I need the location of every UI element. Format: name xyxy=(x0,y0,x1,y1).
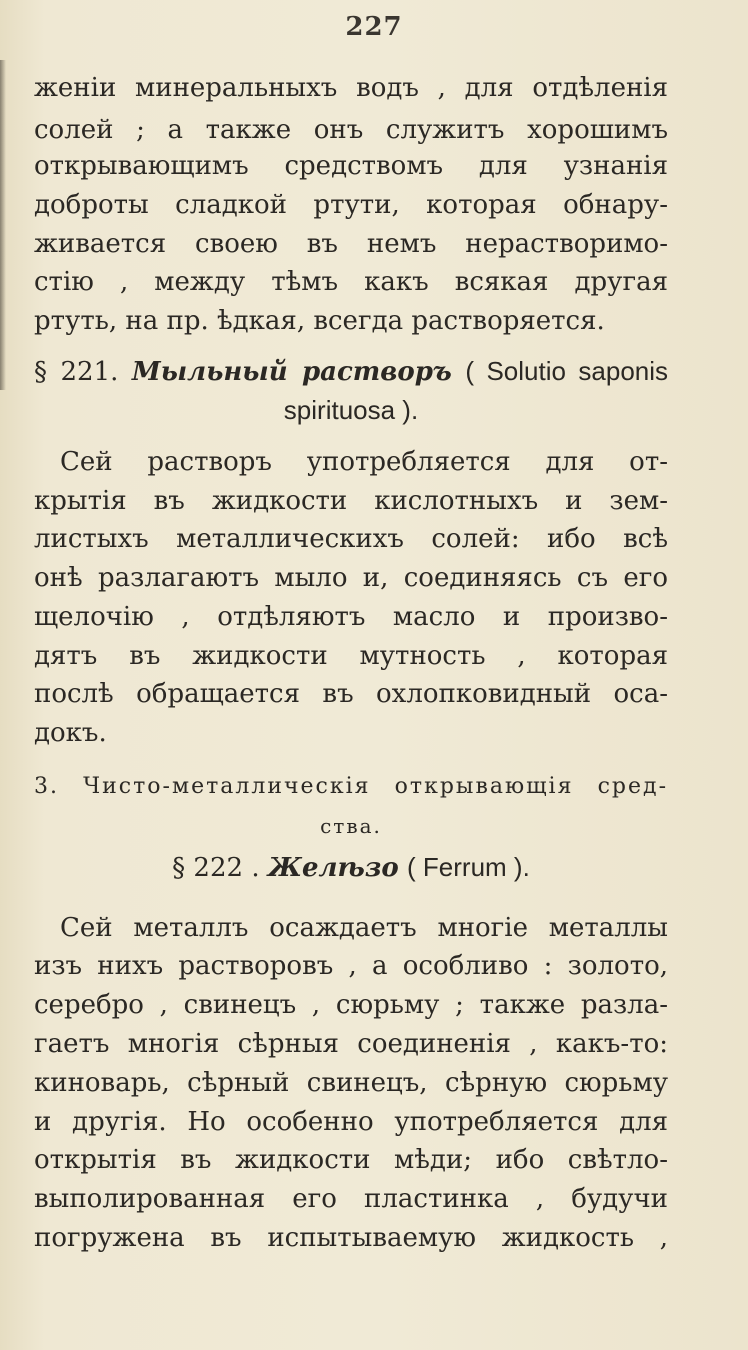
text-line: выполированная его пластинка , будучи xyxy=(34,1184,668,1214)
text-line: дятъ въ жидкости мутность , которая xyxy=(34,641,668,671)
section-number: § 221. xyxy=(34,357,119,387)
subsection-heading-cont: ства. xyxy=(320,814,382,838)
section-title: Желѣзо xyxy=(267,853,399,883)
section-latin-name: ( Solutio saponis xyxy=(465,356,668,386)
text-line: крытія въ жидкости кислотныхъ и зем- xyxy=(34,486,668,516)
subsection-heading: 3. Чисто-металлическія открывающія сред- xyxy=(34,774,668,799)
section-title: Мыльный растворъ xyxy=(131,357,452,387)
section-221-heading xyxy=(34,355,668,391)
text-line: докъ. xyxy=(34,718,107,748)
text-line: щелочію , отдѣляютъ масло и произво- xyxy=(34,602,668,632)
text-line: киноварь, сѣрный свинецъ, сѣрную сюрьму xyxy=(34,1068,668,1098)
section-latin-name: ( Ferrum ). xyxy=(407,852,530,882)
text-line: изъ нихъ растворовъ , а особливо : золото, xyxy=(34,951,668,981)
text-line: живается своею въ немъ нерастворимо- xyxy=(34,229,668,259)
text-line: Сей металлъ осаждаетъ многіе металлы xyxy=(60,913,668,943)
text-line: стію , между тѣмъ какъ всякая другая xyxy=(34,267,668,297)
text-line: онѣ разлагаютъ мыло и, соединяясь съ его xyxy=(34,563,668,593)
text-line: погружена въ испытываемую жидкость , xyxy=(34,1223,668,1253)
text-line: солей ; а также онъ служитъ хорошимъ xyxy=(34,115,668,145)
text-line: ртуть, на пр. ѣдкая, всегда растворяется. xyxy=(34,306,605,336)
text-line: открывающимъ средствомъ для узнанія xyxy=(34,151,668,181)
text-line: серебро , свинецъ , сюрьму ; также разла- xyxy=(34,990,668,1020)
text-line: открытія въ жидкости мѣди; ибо свѣтло- xyxy=(34,1145,668,1175)
text-line: и другія. Но особенно употребляется для xyxy=(34,1107,668,1137)
text-line: Сей растворъ употребляется для от- xyxy=(60,447,668,477)
text-line: гаетъ многія сѣрныя соединенія , какъ-то: xyxy=(34,1029,668,1059)
section-latin-name-cont: spirituosa ). xyxy=(283,395,419,425)
section-number: § 222 . xyxy=(172,853,260,883)
text-line: доброты сладкой ртути, которая обнару- xyxy=(34,190,668,220)
text-line: послѣ обращается въ охлопковидный оса- xyxy=(34,679,668,709)
section-222-heading xyxy=(34,851,668,887)
page-number: 227 xyxy=(345,12,403,42)
text-line: листыхъ металлическихъ солей: ибо всѣ xyxy=(34,524,668,554)
spine-shadow xyxy=(0,60,6,390)
text-line: женіи минеральныхъ водъ , для отдѣленія xyxy=(34,73,668,103)
